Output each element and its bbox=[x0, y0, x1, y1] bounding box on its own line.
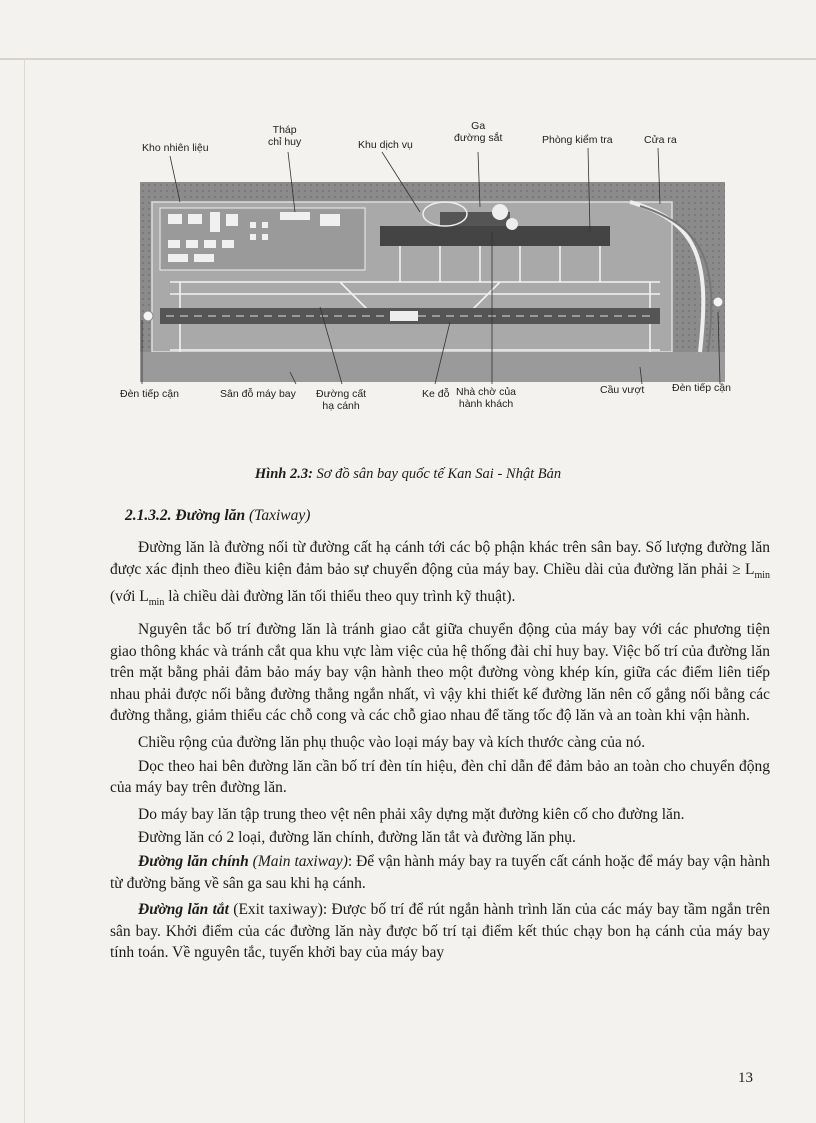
exit-taxiway-english: (Exit taxiway) bbox=[228, 901, 323, 919]
label-rail-station-line1: Ga bbox=[471, 120, 486, 132]
leader-lines bbox=[120, 112, 740, 424]
label-fuel-depot: Kho nhiên liệu bbox=[142, 142, 209, 154]
p1-subscript-1: min bbox=[754, 569, 770, 581]
label-runway-line1: Đường cất bbox=[316, 388, 367, 400]
label-pier: Ke đỗ bbox=[422, 388, 450, 400]
caption-text: Sơ đồ sân bay quốc tế Kan Sai - Nhật Bản bbox=[316, 466, 562, 482]
section-heading bbox=[125, 507, 310, 525]
label-inspection: Phòng kiểm tra bbox=[542, 134, 613, 146]
exit-taxiway-term: Đường lăn tắt bbox=[138, 901, 229, 919]
page-edge-left bbox=[24, 58, 25, 1123]
label-control-tower-line1: Tháp bbox=[272, 124, 297, 136]
exit-taxiway-text: : Được bố trí để rút ngắn hành trình lăn của các máy bay tầm ngắn trên sân bay. Khởi điểm của các đường lăn này được bố trí tại điểm kết thúc chạy bon hạ cánh của máy bay tính toán. Về nguyên tắc, tuyến khởi bay của máy bay bbox=[110, 901, 770, 962]
label-approach-light-left: Đèn tiếp cận bbox=[120, 388, 179, 400]
body-text bbox=[110, 537, 770, 969]
page-edge bbox=[0, 58, 816, 60]
label-apron: Sân đỗ máy bay bbox=[220, 388, 296, 400]
paragraph-6: Đường lăn có 2 loại, đường lăn chính, đường lăn tắt và đường lăn phụ. bbox=[138, 829, 576, 847]
label-runway bbox=[316, 388, 366, 412]
main-taxiway-text: : Để vận hành máy bay ra tuyến cất cánh hoặc để máy bay vận hành từ đường băng về sân ga sau khi hạ cánh. bbox=[110, 852, 770, 892]
page-number: 13 bbox=[738, 1070, 753, 1086]
label-lounge-line2: hành khách bbox=[458, 398, 514, 410]
p1-part-b: (với L bbox=[110, 588, 149, 606]
paragraph-4: Dọc theo hai bên đường lăn cần bố trí đèn tín hiệu, đèn chỉ dẫn để đảm bảo an toàn cho chuyển động của máy bay trên đường lăn. bbox=[110, 757, 770, 797]
main-taxiway-english: (Main taxiway) bbox=[248, 852, 348, 870]
p1-part-a: Đường lăn là đường nối từ đường cất hạ cánh tới các bộ phận khác trên sân bay. Số lượng đường lăn được xác định theo điều kiện đảm bảo sự chuyển động của máy bay. Chiều dài của đường lăn phải ≥ L bbox=[110, 539, 770, 578]
label-control-tower-line2: chỉ huy bbox=[268, 136, 302, 148]
section-title: 2.1.3.2. Đường lăn bbox=[125, 507, 246, 524]
caption-label: Hình 2.3: bbox=[254, 466, 313, 482]
paragraph-8 bbox=[110, 899, 770, 964]
label-rail-station-line2: đường sắt bbox=[454, 132, 503, 144]
label-exit: Cửa ra bbox=[644, 134, 677, 146]
p1-subscript-2: min bbox=[148, 597, 165, 609]
label-lounge-line1: Nhà chờ của bbox=[456, 386, 517, 398]
paragraph-7 bbox=[110, 851, 770, 894]
paragraph-1 bbox=[110, 537, 770, 614]
p1-part-c: là chiều dài đường lăn tối thiểu theo quy trình kỹ thuật). bbox=[164, 588, 516, 606]
paragraph-2: Nguyên tắc bố trí đường lăn là tránh giao cắt giữa chuyển động của máy bay với các phương tiện giao thông khác và tránh cắt qua khu vực làm việc của hệ thống đài chỉ huy bay. Việc bố trí của đường lăn trên mặt bằng phải đảm bảo máy bay vận hành theo một đường vòng khép kín, giữa các điểm liên tiếp nhau phải được nối bằng đường thẳng ngắn nhất, vì vậy khi thiết kế đường lăn nên cố gắng nối bằng các đường thẳng, giảm thiểu các chỗ cong và các chỗ giao nhau để tăng tốc độ lăn và an toàn khi vận hành. bbox=[110, 620, 770, 725]
figure-caption bbox=[0, 466, 816, 483]
paragraph-3: Chiều rộng của đường lăn phụ thuộc vào loại máy bay và kích thước càng của nó. bbox=[138, 733, 646, 751]
main-taxiway-term: Đường lăn chính bbox=[138, 852, 249, 870]
label-overpass: Cầu vượt bbox=[600, 384, 645, 396]
paragraph-5: Do máy bay lăn tập trung theo vệt nên phải xây dựng mặt đường kiên cố cho đường lăn. bbox=[138, 805, 685, 823]
section-english: (Taxiway) bbox=[248, 507, 311, 524]
label-runway-line2: hạ cánh bbox=[322, 400, 360, 412]
label-passenger-lounge bbox=[456, 386, 516, 410]
label-service-area: Khu dịch vụ bbox=[358, 139, 413, 151]
label-approach-light-right: Đèn tiếp cận bbox=[672, 382, 731, 394]
airport-figure bbox=[120, 112, 740, 424]
